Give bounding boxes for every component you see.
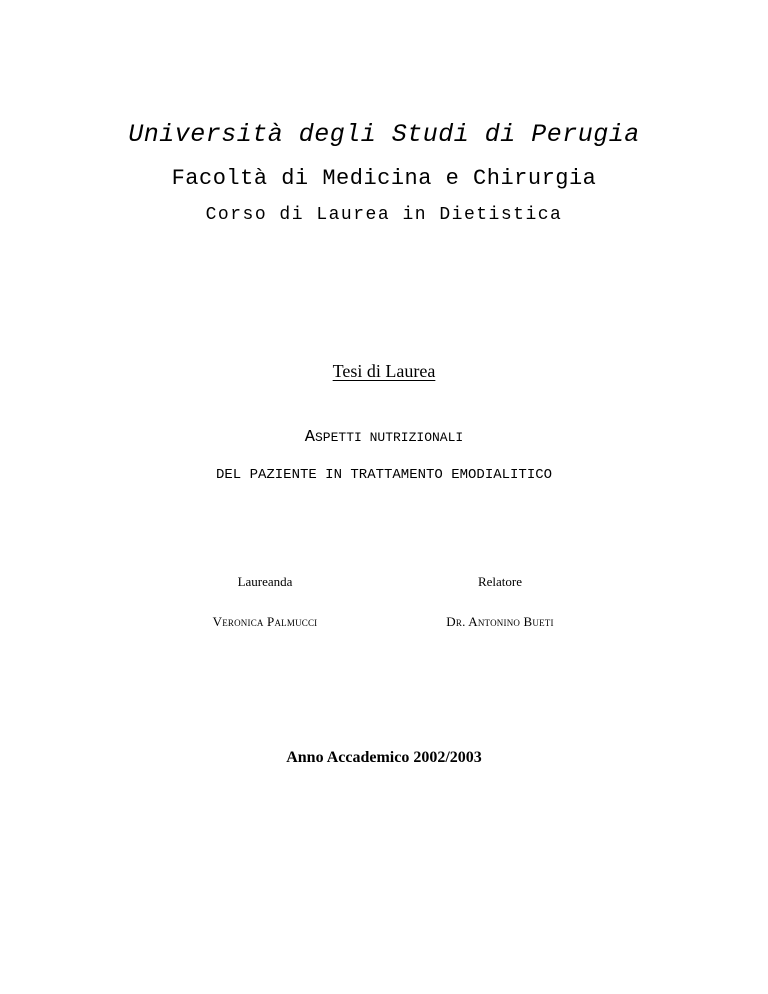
thesis-title-line-2: DEL PAZIENTE IN TRATTAMENTO EMODIALITICO — [215, 467, 553, 483]
thesis-title-line-1 — [0, 428, 768, 447]
thesis-type: Tesi di Laurea — [332, 361, 436, 381]
faculty-name: Facoltà di Medicina e Chirurgia — [171, 166, 597, 191]
candidate-name: Veronica Palmucci — [212, 614, 318, 629]
thesis-title-initial: A — [304, 428, 315, 447]
supervisor-role: Relatore — [477, 574, 523, 589]
candidate-role: Laureanda — [237, 574, 293, 589]
academic-year: Anno Accademico 2002/2003 — [286, 749, 482, 766]
supervisor-name: Dr. Antonino Bueti — [446, 614, 554, 629]
university-name: Università degli Studi di Perugia — [128, 120, 640, 149]
thesis-title-rest: SPETTI NUTRIZIONALI — [314, 430, 464, 445]
course-name: Corso di Laurea in Dietistica — [205, 205, 563, 225]
